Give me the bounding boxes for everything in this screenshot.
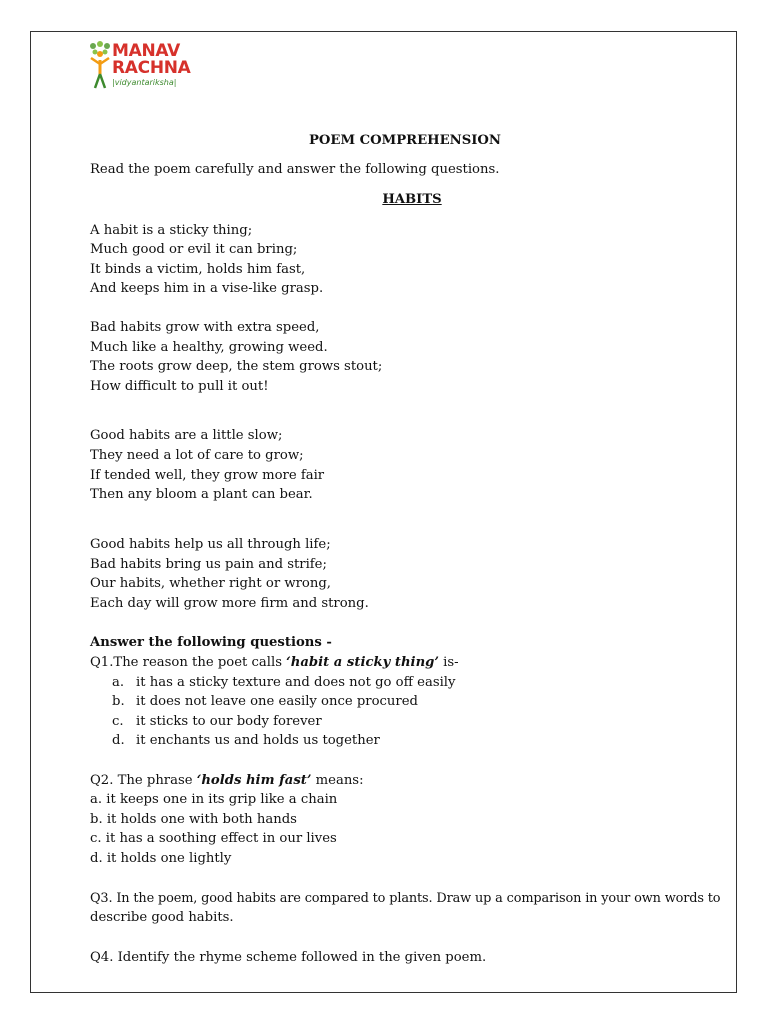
poem-line: Then any bloom a plant can bear. (90, 487, 313, 502)
question-4: Q4. Identify the rhyme scheme followed in the given poem. (90, 950, 487, 965)
poem-line: They need a lot of care to grow; (90, 448, 304, 463)
poem-line: Much like a healthy, growing weed. (90, 340, 328, 355)
poem-line: Much good or evil it can bring; (90, 242, 298, 257)
poem-title: HABITS (382, 192, 442, 207)
question-1: Q1.The reason the poet calls ‘habit a sticky thing’ is- (90, 655, 459, 670)
poem-line: Good habits are a little slow; (90, 428, 283, 443)
logo-line-1: MANAV (112, 41, 180, 61)
tree-person-icon (88, 40, 112, 90)
document-title: POEM COMPREHENSION (309, 133, 501, 148)
poem-line: A habit is a sticky thing; (90, 223, 253, 238)
question-2: Q2. The phrase ‘holds him fast’ means: (90, 773, 364, 788)
poem-line: If tended well, they grow more fair (90, 468, 325, 483)
question-3-line-1: Q3. In the poem, good habits are compared to plants. Draw up a comparison in your own words to (90, 891, 721, 906)
poem-line: How difficult to pull it out! (90, 379, 269, 394)
q2-option: c. it has a soothing effect in our lives (90, 831, 337, 846)
manav-rachna-logo (88, 40, 198, 92)
poem-line: The roots grow deep, the stem grows stout; (90, 359, 383, 374)
logo-tagline: |vidyantariksha| (112, 78, 177, 87)
q2-option: a. it keeps one in its grip like a chain (90, 792, 338, 807)
poem-line: Bad habits bring us pain and strife; (90, 557, 327, 572)
poem-line: Each day will grow more firm and strong. (90, 596, 369, 611)
question-3-line-2: describe good habits. (90, 910, 234, 925)
questions-heading: Answer the following questions - (90, 635, 332, 650)
poem-line: Good habits help us all through life; (90, 537, 331, 552)
q2-option: d. it holds one lightly (90, 851, 232, 866)
poem-line: And keeps him in a vise-like grasp. (90, 281, 324, 296)
instruction-text: Read the poem carefully and answer the following questions. (90, 162, 500, 177)
q2-option: b. it holds one with both hands (90, 812, 297, 827)
logo-line-2: RACHNA (112, 58, 191, 78)
poem-line: Our habits, whether right or wrong, (90, 576, 331, 591)
poem-line: Bad habits grow with extra speed, (90, 320, 320, 335)
poem-line: It binds a victim, holds him fast, (90, 262, 306, 277)
